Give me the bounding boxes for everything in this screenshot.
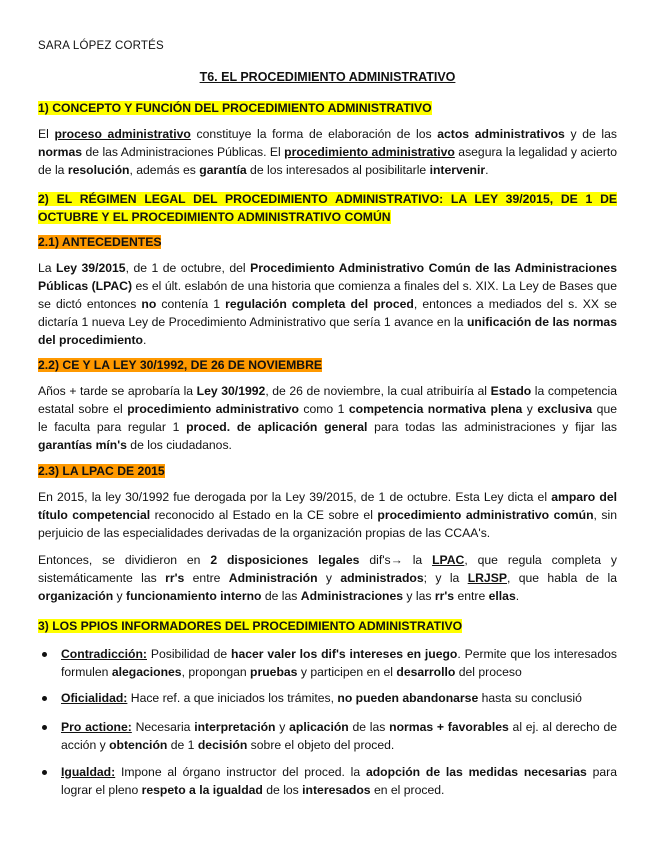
section-2-2-paragraph: Años + tarde se aprobaría la Ley 30/1992, de 26 de noviembre, la cual atribuiría al Estado la competencia estatal sobre el procedimiento administrativo como 1 competencia normativa plena y exclusiva que le faculta para regular 1 proced. de aplicación general para todas las administraciones y fijar las garantías mín's de los ciudadanos. [38, 384, 618, 452]
list-item-contradiccion: Contradicción: Posibilidad de hacer valer los dif's intereses en juego. Permite que los interesados formulen alegaciones, propongan pruebas y participen en el desarrollo del proceso [38, 645, 617, 681]
author-name: SARA LÓPEZ CORTÉS [38, 40, 164, 52]
section-2-3-paragraph-2: Entonces, se dividieron en 2 disposiciones legales dif's→ la LPAC, que regula completa y sistemáticamente las rr's entre Administración y administrados; y la LRJSP, que habla de la organización y funcionamiento interno de las Administraciones y las rr's entre ellas. [38, 553, 617, 603]
document-title: T6. EL PROCEDIMIENTO ADMINISTRATIVO [199, 70, 456, 84]
section-1-heading: 1) CONCEPTO Y FUNCIÓN DEL PROCEDIMIENTO ADMINISTRATIVO [38, 101, 432, 115]
section-2-1-paragraph: La Ley 39/2015, de 1 de octubre, del Procedimiento Administrativo Común de las Administraciones Públicas (LPAC) es el últ. eslabón de una historia que comienza a finales del s. XIX. La Ley de Bases que se dictó entonces no contenía 1 regulación completa del proced, entonces a mediados del s. XX se dictaría 1 nueva Ley de Procedimiento Administrativo que sería 1 avance en la unificación de las normas del procedimiento. [38, 261, 617, 347]
section-2-3-paragraph-1: En 2015, la ley 30/1992 fue derogada por la Ley 39/2015, de 1 de octubre. Esta Ley dicta el amparo del título competencial reconocido al Estado en la CE sobre el procedimiento administrativo común, sin perjuicio de las especialidades derivadas de la organización propias de las CCAA's. [38, 490, 617, 540]
section-2-heading: 2) EL RÉGIMEN LEGAL DEL PROCEDIMIENTO ADMINISTRATIVO: LA LEY 39/2015, DE 1 DE OCTUBRE Y EL PROCEDIMIENTO ADMINISTRATIVO COMÚN [38, 192, 617, 224]
list-item-pro-actione: Pro actione: Necesaria interpretación y aplicación de las normas + favorables al ej. al derecho de acción y obtención de 1 decisión sobre el objeto del proced. [38, 718, 617, 754]
bullet-icon [42, 652, 47, 657]
section-2-1-heading: 2.1) ANTECEDENTES [38, 235, 162, 249]
bullet-icon [42, 696, 47, 701]
section-3-heading: 3) LOS PPIOS INFORMADORES DEL PROCEDIMIENTO ADMINISTRATIVO [38, 619, 463, 633]
list-item-oficialidad: Oficialidad: Hace ref. a que iniciados los trámites, no pueden abandonarse hasta su conclusió [38, 689, 617, 707]
bullet-icon [42, 725, 47, 730]
bullet-icon [42, 770, 47, 775]
section-2-2-heading: 2.2) CE Y LA LEY 30/1992, DE 26 DE NOVIEMBRE [38, 358, 323, 372]
section-1-paragraph: El proceso administrativo constituye la forma de elaboración de los actos administrativos y de las normas de las Administraciones Públicas. El procedimiento administrativo asegura la legalidad y acierto de la resolución, además es garantía de los interesados al posibilitarle intervenir. [38, 127, 617, 177]
section-2-3-heading: 2.3) LA LPAC DE 2015 [38, 464, 165, 478]
list-item-igualdad: Igualdad: Impone al órgano instructor del proced. la adopción de las medidas necesarias para lograr el pleno respeto a la igualdad de los interesados en el proced. [38, 763, 617, 799]
